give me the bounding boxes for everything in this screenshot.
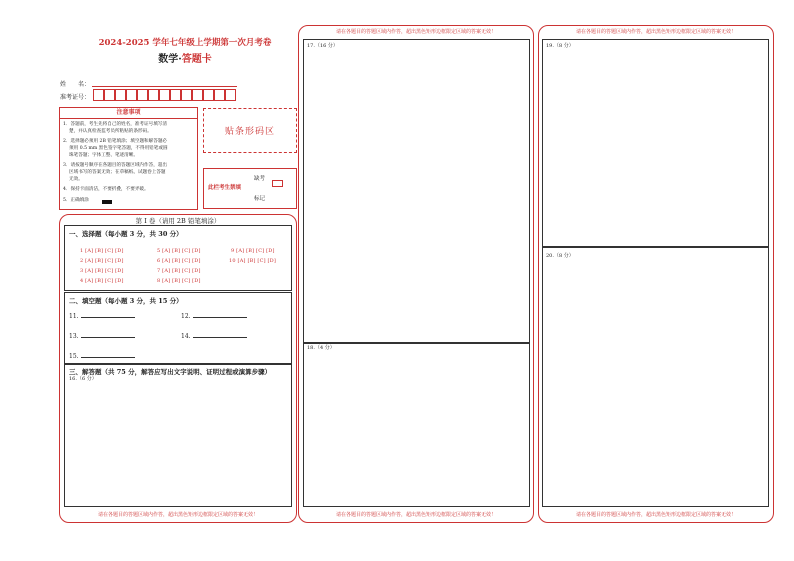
choice-row-10[interactable]: 10 [A] [B] [C] [D] <box>229 258 277 264</box>
question-17-label: 17.（16 分） <box>307 43 338 49</box>
warning-bottom-middle: 请在各题目的答题区域内作答，超出黑色矩形边框限定区域的答案无效！ <box>335 512 496 518</box>
blank-12-label: 12. <box>181 313 191 320</box>
absent-mark-label: 标记 <box>254 196 266 202</box>
choice-row-1[interactable]: 1 [A] [B] [C] [D] <box>80 248 124 254</box>
notice-line-1: 1．答题前，考生先将自己的姓名，准考证号填写清 <box>63 122 167 127</box>
notice-line-6: 3．请按题号顺序在各题目的答题区域内作答，超出 <box>63 163 167 168</box>
notice-line-7: 区域书写的答案无效；在草稿纸、试题卷上答题 <box>63 170 166 175</box>
question-20-label: 20.（8 分） <box>546 253 574 259</box>
notice-fill-example-label: 5．正确填涂 <box>63 198 89 203</box>
blank-15[interactable] <box>69 351 135 360</box>
blank-14[interactable] <box>181 331 247 340</box>
notice-box <box>59 107 198 210</box>
notice-line-8: 无效。 <box>63 177 83 182</box>
answer-card-label: 答题卡 <box>181 54 212 65</box>
section3-title: 三、解答题（共 75 分，解答应写出文字说明、证明过程或演算步骤） <box>69 368 272 376</box>
absent-checkbox[interactable] <box>272 180 283 187</box>
question-16-label: 16.（6 分） <box>69 376 97 382</box>
subject-label: 数学· <box>158 54 182 65</box>
choice-row-5[interactable]: 5 [A] [B] [C] [D] <box>157 248 201 254</box>
section3-box[interactable] <box>64 364 292 507</box>
choice-row-2[interactable]: 2 [A] [B] [C] [D] <box>80 258 124 264</box>
section2-title: 二、填空题（每小题 3 分，共 15 分） <box>69 297 183 305</box>
notice-title: 注意事项 <box>60 108 197 119</box>
question-19-label: 19.（8 分） <box>546 43 574 49</box>
notice-line-5: 珠笔答题；字体工整、笔迹清晰。 <box>63 153 138 158</box>
notice-line-9: 4．保持卡面清洁，不要折叠，不要弄破。 <box>63 187 149 192</box>
warning-top-middle: 请在各题目的答题区域内作答，超出黑色矩形边框限定区域的答案无效！ <box>335 29 496 35</box>
absent-label: 缺考 <box>254 176 266 182</box>
blank-13[interactable] <box>69 331 135 340</box>
notice-line-4: 须用 0.5 mm 黑色签字笔答题，不得用铅笔或圆 <box>63 146 168 151</box>
blank-15-label: 15. <box>69 353 79 360</box>
exam-id-label: 准考证号： <box>60 94 91 101</box>
exam-id-grid[interactable] <box>93 89 241 101</box>
barcode-area <box>203 108 297 153</box>
absent-restriction-label: 此栏考生禁填 <box>208 185 242 191</box>
blank-12[interactable] <box>181 311 247 320</box>
barcode-area-label: 贴条形码区 <box>224 127 275 137</box>
choice-row-6[interactable]: 6 [A] [B] [C] [D] <box>157 258 201 264</box>
part1-title: 第 I 卷（请用 2B 铅笔填涂） <box>135 217 221 225</box>
notice-line-2: 楚，并认真检查监考员所粘贴的条形码。 <box>63 129 152 134</box>
absent-box <box>203 168 297 209</box>
notice-line-3: 2．选择题必须用 2B 铅笔填涂；填空题和解答题必 <box>63 139 168 144</box>
section1-title: 一、选择题（每小题 3 分，共 30 分） <box>69 230 183 238</box>
question-17-box[interactable] <box>303 39 530 343</box>
warning-bottom-left: 请在各题目的答题区域内作答，超出黑色矩形边框限定区域的答案无效！ <box>97 512 258 518</box>
question-18-label: 18.（4 分） <box>307 345 335 351</box>
answer-sheet-subtitle <box>80 50 290 65</box>
question-19-box[interactable] <box>542 39 769 247</box>
blank-11-label: 11. <box>69 313 79 320</box>
blank-13-label: 13. <box>69 333 79 340</box>
question-20-box[interactable] <box>542 247 769 507</box>
choice-row-8[interactable]: 8 [A] [B] [C] [D] <box>157 278 201 284</box>
choice-row-3[interactable]: 3 [A] [B] [C] [D] <box>80 268 124 274</box>
choice-row-4[interactable]: 4 [A] [B] [C] [D] <box>80 278 124 284</box>
warning-bottom-right: 请在各题目的答题区域内作答，超出黑色矩形边框限定区域的答案无效！ <box>575 512 736 518</box>
choice-row-9[interactable]: 9 [A] [B] [C] [D] <box>231 248 275 254</box>
filled-bubble-example <box>102 200 112 204</box>
exam-title: 2024-2025 学年七年级上学期第一次月考卷 <box>98 38 272 48</box>
blank-11[interactable] <box>69 311 135 320</box>
name-label: 姓 名： <box>60 81 91 88</box>
choice-row-7[interactable]: 7 [A] [B] [C] [D] <box>157 268 201 274</box>
name-field[interactable] <box>92 86 237 87</box>
warning-top-right: 请在各题目的答题区域内作答，超出黑色矩形边框限定区域的答案无效！ <box>575 29 736 35</box>
blank-14-label: 14. <box>181 333 191 340</box>
question-18-box[interactable] <box>303 343 530 507</box>
